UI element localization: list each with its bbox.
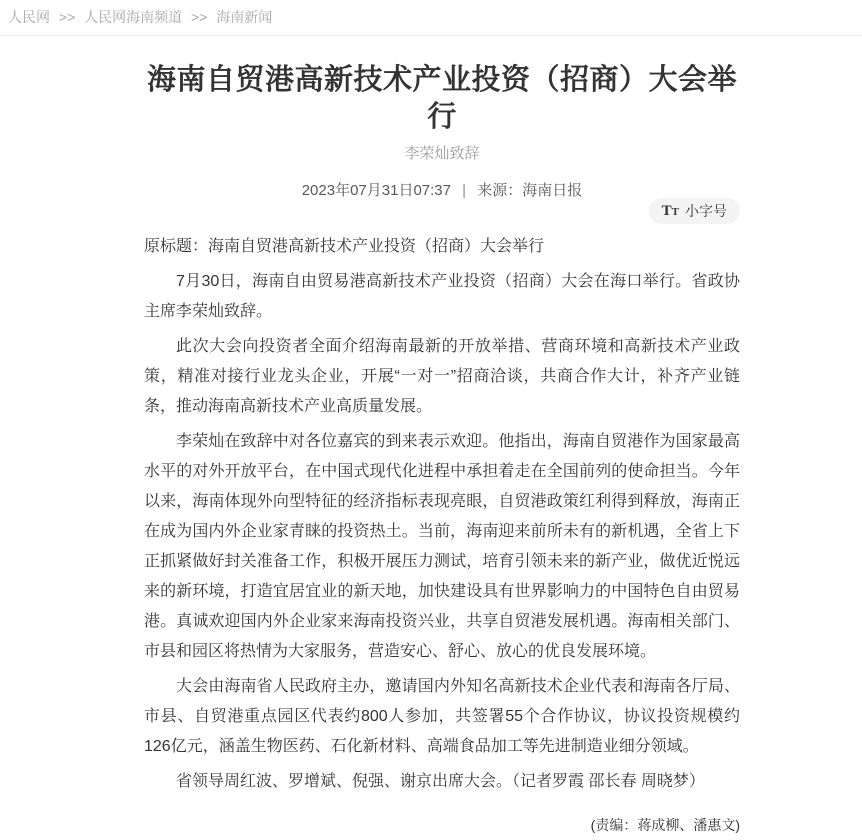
page-title: 海南自贸港高新技术产业投资（招商）大会举行 [146, 64, 737, 133]
breadcrumb [0, 0, 862, 36]
original-title-line: 原标题：海南自贸港高新技术产业投资（招商）大会举行 [144, 238, 545, 255]
source-label: 来源： [477, 182, 523, 199]
font-size-button[interactable] [649, 198, 740, 224]
article-paragraph: 大会由海南省人民政府主办，邀请国内外知名高新技术企业代表和海南各厅局、市县、自贸港重点园区代表约800人参加，共签署55个合作协议，协议投资规模约126亿元，涵盖生物医药、石化新材料、高端食品加工等先进制造业细分领域。 [144, 678, 740, 755]
font-size-label: 小字号 [685, 203, 727, 219]
editor-note: (责编：蒋成柳、潘惠文) [590, 817, 740, 833]
article-paragraph: 省领导周红波、罗增斌、倪强、谢京出席大会。（记者罗霞 邵长春 周晓梦） [176, 773, 705, 790]
breadcrumb-separator: >> [191, 9, 208, 25]
article-body [144, 232, 740, 840]
font-size-icon: TT [661, 202, 679, 219]
article-paragraph: 李荣灿在致辞中对各位嘉宾的到来表示欢迎。他指出，海南自贸港作为国家最高水平的对外开放平台，在中国式现代化进程中承担着走在全国前列的使命担当。今年以来，海南体现外向型特征的经济指标表现亮眼，自贸港政策红利得到释放，海南正在成为国内外企业家青睐的投资热土。当前，海南迎来前所未有的新机遇，全省上下正抓紧做好封关准备工作，积极开展压力测试，培育引领未来的新产业，做优近悦远来的新环境，打造宜居宜业的新天地，加快建设具有世界影响力的中国特色自由贸易港。真诚欢迎国内外企业家来海南投资兴业，共享自贸港发展机遇。海南相关部门、市县和园区将热情为大家服务，营造安心、舒心、放心的优良发展环境。 [144, 433, 740, 660]
meta-separator: | [462, 182, 467, 199]
breadcrumb-link-hainan-news[interactable]: 海南新闻 [216, 9, 273, 25]
article-subtitle: 李荣灿致辞 [404, 145, 480, 162]
article-paragraph: 7月30日，海南自由贸易港高新技术产业投资（招商）大会在海口举行。省政协主席李荣灿致辞。 [144, 273, 740, 320]
source-link[interactable]: 海南日报 [522, 182, 583, 199]
article-toolbar [144, 198, 740, 225]
breadcrumb-separator: >> [58, 9, 76, 25]
article-meta [144, 182, 740, 199]
article-container [144, 62, 740, 840]
publish-datetime: 2023年07月31日07:37 [301, 182, 451, 199]
breadcrumb-link-peoples-net[interactable]: 人民网 [8, 9, 50, 25]
breadcrumb-link-hainan-channel[interactable]: 人民网海南频道 [84, 9, 183, 25]
article-paragraph: 此次大会向投资者全面介绍海南最新的开放举措、营商环境和高新技术产业政策，精准对接行业龙头企业，开展“一对一”招商洽谈，共商合作大计，补齐产业链条，推动海南高新技术产业高质量发展。 [144, 338, 740, 415]
